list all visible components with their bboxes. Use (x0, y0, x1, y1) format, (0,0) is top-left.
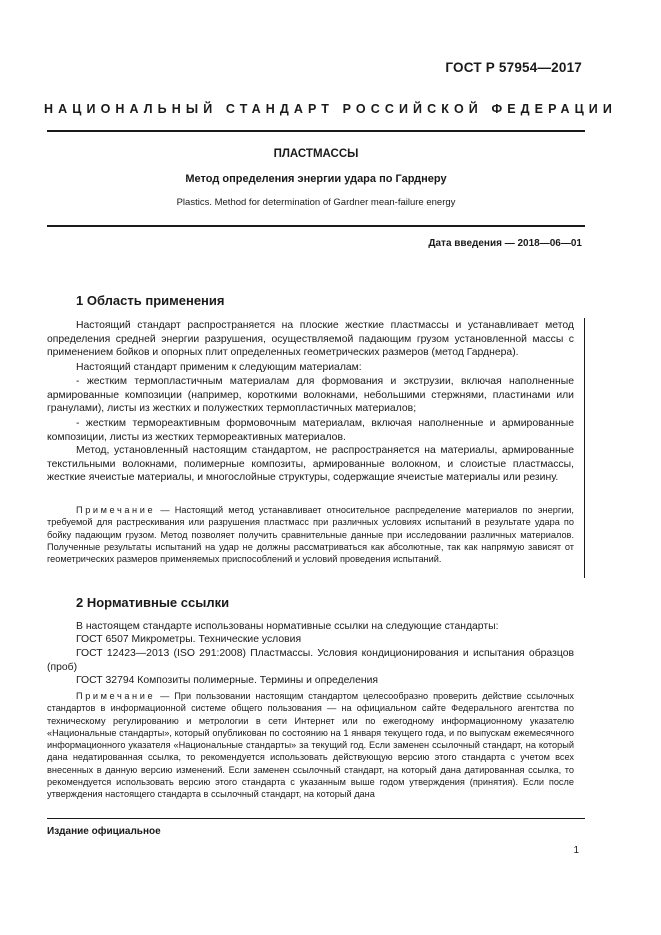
section-1-paragraph-1: Настоящий стандарт распространяется на плоские жесткие пластмассы и устанавливает метод определения средней энергии разрушения, осуществляемой падающим грузом установленной массы с применением бойков и опорных плит определенных геометрических размеров (метод Гарднера). (47, 320, 574, 359)
official-edition-label: Издание официальное (47, 826, 161, 837)
reference-item: ГОСТ 12423—2013 (ISO 291:2008) Пластмассы. Условия кондиционирования и испытания образцов (проб) (47, 648, 574, 673)
standard-title: ПЛАСТМАССЫ (273, 148, 359, 160)
top-divider (47, 130, 585, 132)
reference-item: ГОСТ 32794 Композиты полимерные. Термины и определения (76, 675, 379, 686)
section-2-heading: 2 Нормативные ссылки (76, 595, 230, 610)
section-1-bullet-1: - жестким термопластичным материалам для формования и экструзии, включая наполненные армированные композиции (например, короткими волокнами, небольшими стержнями, пластинами или гранулами), листы из жестких и полужестких термопластичных материалов; (47, 376, 574, 415)
section-1-paragraph-2: Настоящий стандарт применим к следующим материалам: (76, 362, 362, 373)
section-1-bullet-2: - жестким термореактивным формовочным материалам, включая наполненные и армированные композиции, листы из жестких термореактивных материалов. (47, 418, 574, 443)
change-bar (584, 318, 585, 578)
section-2-intro: В настоящем стандарте использованы нормативные ссылки на следующие стандарты: (76, 621, 499, 632)
reference-item: ГОСТ 6507 Микрометры. Технические условия (76, 634, 302, 645)
english-title: Plastics. Method for determination of Gardner mean-failure energy (176, 197, 456, 208)
page-number: 1 (573, 845, 579, 856)
title-divider (47, 225, 585, 227)
national-standard-banner: НАЦИОНАЛЬНЫЙ СТАНДАРТ РОССИЙСКОЙ ФЕДЕРАЦИИ (44, 102, 617, 116)
section-1-heading: 1 Область применения (76, 293, 225, 308)
section-2-note (47, 690, 574, 801)
note-label: Примечание (76, 691, 156, 701)
document-code: ГОСТ Р 57954—2017 (445, 60, 582, 75)
note-text: — При пользовании настоящим стандартом целесообразно проверить действие ссылочных стандартов в информационной системе общего пользования — на официальном сайте Федерального агентства по техническому регулированию и метрологии в сети Интернет или по ежегодному информационному указателю «Национальные стандарты», который опубликован по состоянию на 1 января текущего года, и по выпускам ежемесячного информационного указателя «Национальные стандарты» за текущий год. Если заменен ссылочный стандарт, на который дана недатированная ссылка, то рекомендуется использовать действующую версию этого стандарта с учетом всех внесенных в данную версию изменений. Если заменен ссылочный стандарт, на который дана датированная ссылка, то рекомендуется использовать версию этого стандарта с указанным выше годом утверждения (принятия). Если после утверждения настоящего стандарта в ссылочный стандарт, на который дана (47, 691, 574, 800)
footer-divider (47, 818, 585, 819)
standard-subtitle: Метод определения энергии удара по Гарднеру (185, 173, 447, 185)
section-1-paragraph-3: Метод, установленный настоящим стандартом, не распространяется на материалы, армированные текстильными волокнами, полимерные композиты, армированные волокном, и слоистые пластмассы, жесткие ячеистые материалы, и многослойные структуры, содержащие ячеистые материалы или резину. (47, 445, 574, 484)
introduction-date: Дата введения — 2018—06—01 (428, 238, 582, 249)
note-label: Примечание (76, 505, 156, 515)
section-1-note (47, 504, 574, 565)
note-text: — Настоящий метод устанавливает относительное распределение материалов по энергии, требуемой для растрескивания или разрушения пластмасс при различных условиях испытаний в результате удара по бойку падающим грузом. Метод позволяет получить сравнительные данные при исследовании различных материалов. Полученные результаты испытаний на удар не должны рассматриваться как абсолютные, так как напрямую зависят от геометрических размеров применяемых приспособлений и условий проведения испытаний. (47, 505, 574, 565)
